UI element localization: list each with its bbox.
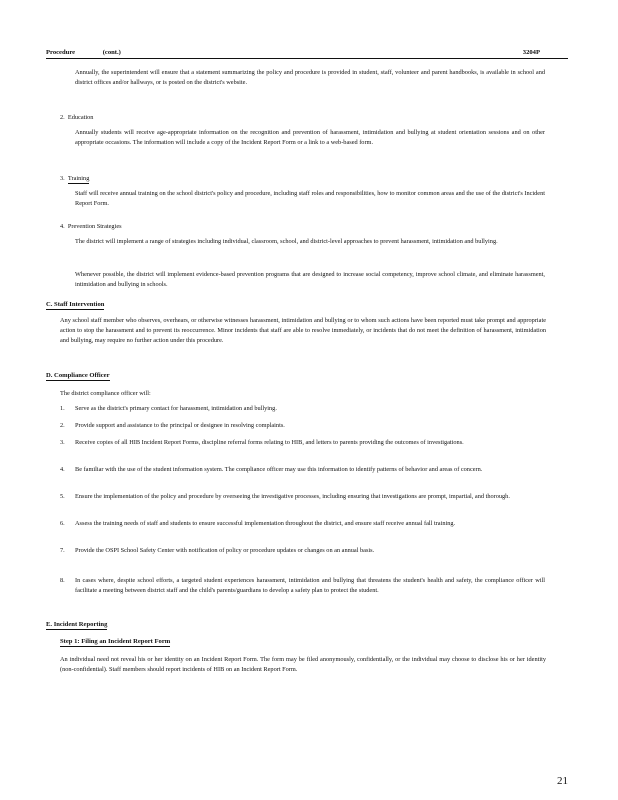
item-number: 4. Prevention Strategies [60,223,122,230]
duty-number: 2. [60,422,65,429]
page-header [46,49,568,59]
item-title: Prevention Strategies [67,223,122,230]
duty-number: 7. [60,547,65,554]
prevention-paragraph: The district will implement a range of strategies including individual, classroom, school, and district-level approaches to prevent harassment, intimidation and bullying. [75,238,498,245]
section-heading: E. Incident Reporting [46,621,108,628]
policy-code: 3204P [522,49,540,56]
item-number: 3. Training [60,175,90,182]
cont-label: (cont.) [102,49,121,56]
duty-text: Assess the training needs of staff and students to ensure successful implementation throughout the district, and ensure staff receive annual fall training. [75,520,456,527]
step-heading: Step 1: Filing an Incident Report Form [60,638,171,645]
intro-paragraph: Annually, the superintendent will ensure that a statement summarizing the policy and procedure is provided in student, staff, volunteer and parent handbooks, is available in school and district offices and/or hallways, or is posted on the district's website. [75,69,545,86]
training-paragraph: Staff will receive annual training on the school district's policy and procedure, including staff roles and responsibilities, how to monitor common areas and the use of the district's Incident Report Form. [75,190,545,207]
item-number: 2. Education [60,114,94,121]
duty-text: In cases where, despite school efforts, a targeted student experiences harassment, intimidation and bullying that threatens the student's health and safety, the compliance officer will facilitate a meeting between district staff and the child's parents/guardians to develop a safety plan to protect the student. [75,577,545,594]
duty-number: 1. [60,405,65,412]
duty-text: Provide support and assistance to the principal or designee in resolving complaints. [75,422,285,429]
section-heading: C. Staff Intervention [46,301,105,308]
procedure-label: Procedure [46,49,76,56]
duty-text: Receive copies of all HIB Incident Report Forms, discipline referral forms relating to HIB, and letters to parents providing the outcomes of investigations. [75,439,464,446]
staff-intervention-paragraph: Any school staff member who observes, overhears, or otherwise witnesses harassment, intimidation and bullying or to whom such actions have been reported must take prompt and appropriate action to stop the harassment and to prevent its reoccurrence. Minor incidents that staff are able to resolve immediately, or incidents that do not meet the definition of harassment, intimidation and bullying, may require no further action under this procedure. [60,317,546,344]
duty-number: 8. [60,577,65,584]
incident-reporting-paragraph: An individual need not reveal his or her identity on an Incident Report Form. The form may be filed anonymously, confidentially, or the individual may choose to disclose his or her identity (non-confidential). Staff members should report incidents of HIB on an Incident Report Form. [60,656,546,673]
education-paragraph: Annually students will receive age-appropriate information on the recognition and prevention of harassment, intimidation and bullying at student orientation sessions and on other appropriate occasions. The information will include a copy of the Incident Report Form or a link to a web-based form. [75,129,545,146]
duty-text: Provide the OSPI School Safety Center with notification of policy or procedure updates or changes on an annual basis. [75,547,375,554]
duty-text: Be familiar with the use of the student information system. The compliance officer may use this information to identify patterns of behavior and areas of concern. [75,466,483,473]
duty-number: 3. [60,439,65,446]
section-heading: D. Compliance Officer [46,372,110,379]
duty-text: Ensure the implementation of the policy and procedure by overseeing the investigative processes, including ensuring that investigations are prompt, impartial, and thorough. [75,493,510,500]
duty-number: 6. [60,520,65,527]
page-number: 21 [557,775,568,787]
compliance-intro: The district compliance officer will: [60,390,151,397]
item-title: Education [67,114,94,121]
duty-text: Serve as the district's primary contact for harassment, intimidation and bullying. [75,405,277,412]
duty-number: 5. [60,493,65,500]
prevention-paragraph-2: Whenever possible, the district will implement evidence-based prevention programs that are designed to increase social competency, improve school climate, and eliminate harassment, intimidation and bullying in schools. [75,271,545,288]
duty-number: 4. [60,466,65,473]
item-title: Training [67,175,90,182]
